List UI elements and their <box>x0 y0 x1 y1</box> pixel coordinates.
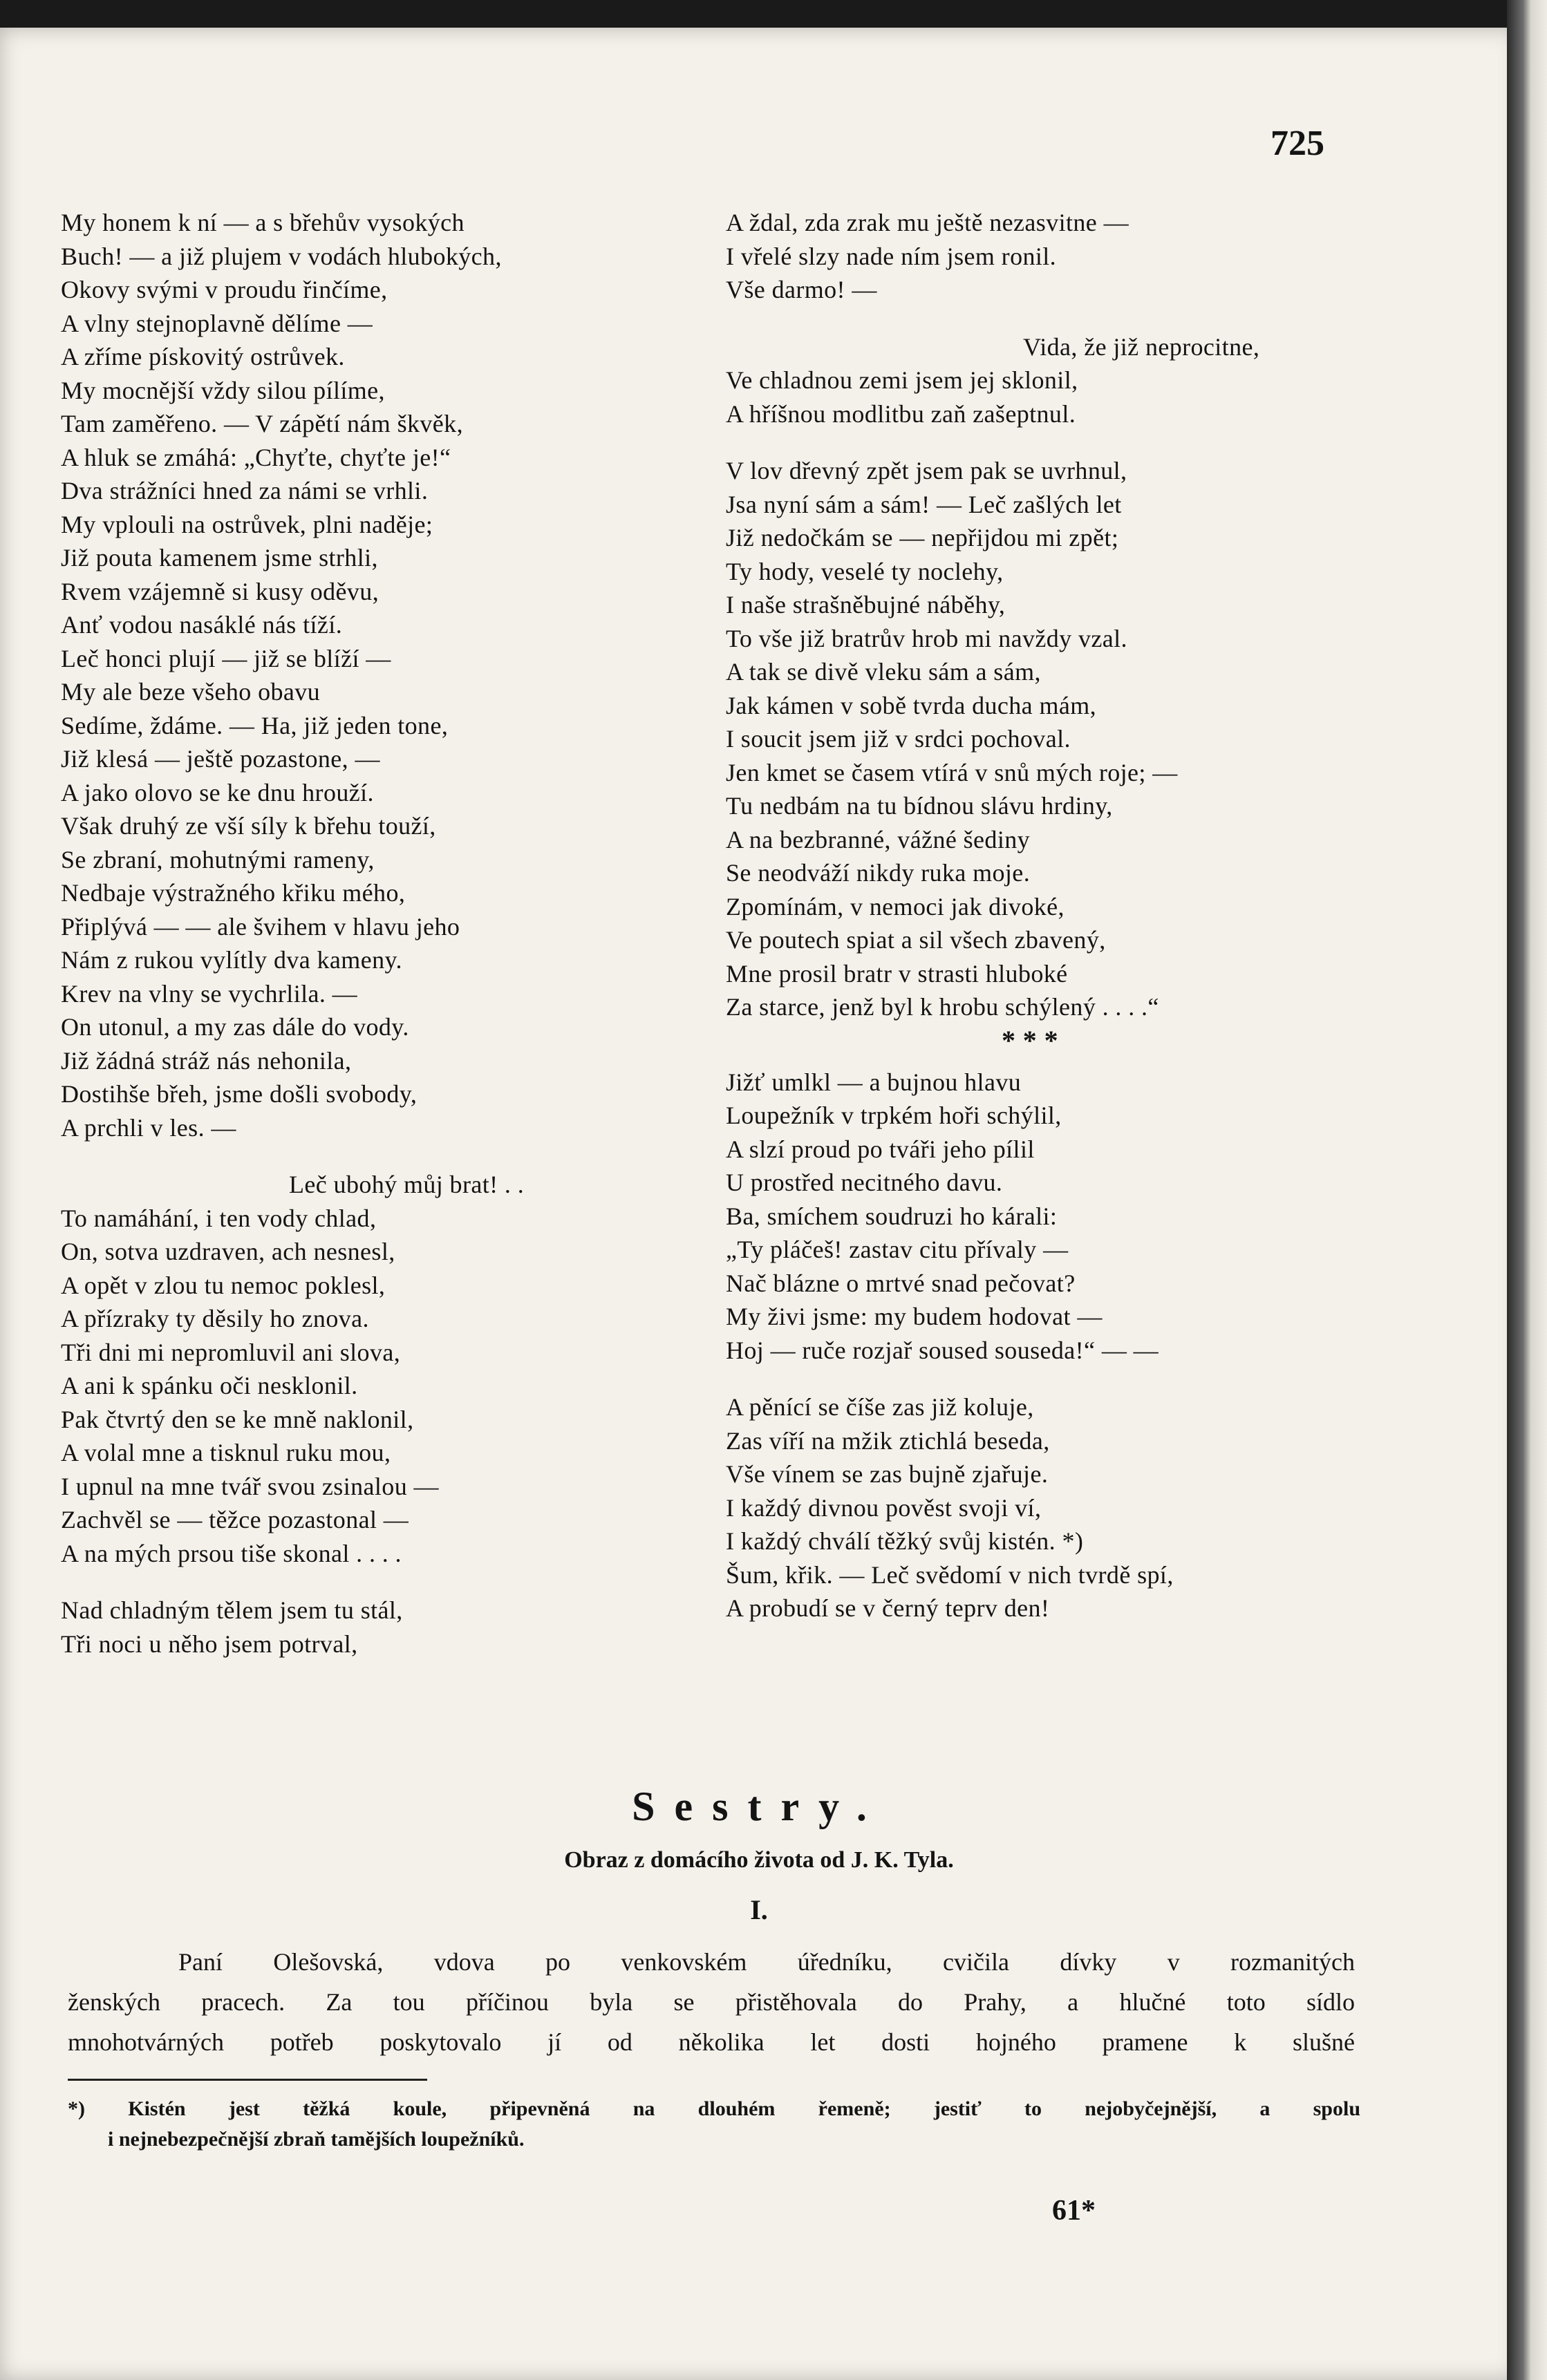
verse-line: Za starce, jenž byl k hrobu schýlený . . . .“ <box>726 993 1159 1021</box>
verse-line: V lov dřevný zpět jsem pak se uvrhnul, <box>726 457 1127 484</box>
verse-line: Zas víří na mžik ztichlá beseda, <box>726 1426 1050 1455</box>
story-line: mnohotvárných potřeb poskytovalo jí od několika let dosti hojného pramene k slušné <box>68 2028 1355 2056</box>
signature-mark: 61* <box>1052 2195 1096 2227</box>
verse-line: Nad chladným tělem jsem tu stál, <box>61 1596 403 1624</box>
verse-line: A opět v zlou tu nemoc poklesl, <box>61 1271 386 1299</box>
verse-line: Ve poutech spiat a sil všech zbavený, <box>726 926 1106 954</box>
verse-line: A tak se divě vleku sám a sám, <box>726 658 1041 686</box>
verse-line: A probudí se v černý teprv den! <box>726 1594 1050 1622</box>
verse-line: Loupežník v trpkém hoři schýlil, <box>726 1102 1062 1129</box>
verse-line: Se zbraní, mohutnými rameny, <box>61 845 375 873</box>
story-line: Paní Olešovská, vdova po venkovském úředníku, cvičila dívky v rozmanitých <box>178 1948 1355 1976</box>
verse-line: Krev na vlny se vychrlila. — <box>61 979 358 1008</box>
verse-line: Tři dni mi nepromluvil ani slova, <box>61 1338 401 1366</box>
verse-line: Vida, že již neprocitne, <box>1023 332 1260 361</box>
verse-line: A zříme pískovitý ostrůvek. <box>61 343 345 370</box>
verse-line: Připlývá — — ale švihem v hlavu jeho <box>61 912 460 941</box>
verse-line: I každý divnou pověst svoji ví, <box>726 1493 1042 1522</box>
verse-line: Leč ubohý můj brat! . . <box>289 1171 525 1198</box>
story-line: ženských pracech. Za tou příčinou byla se přistěhovala do Prahy, a hlučné toto sídlo <box>68 1988 1355 2016</box>
verse-line: Mne prosil bratr v strasti hluboké <box>726 959 1068 988</box>
verse-line: „Ty pláčeš! zastav citu přívaly — <box>726 1236 1069 1263</box>
verse-line: Dva strážníci hned za námi se vrhli. <box>61 477 429 504</box>
verse-line: Se neodváží nikdy ruka moje. <box>726 859 1031 887</box>
verse-line: Tu nedbám na tu bídnou slávu hrdiny, <box>726 792 1113 820</box>
verse-line: Vše vínem se zas bujně zjařuje. <box>726 1460 1049 1488</box>
footnote-divider <box>68 2079 427 2081</box>
stanza-gap <box>726 1367 1334 1390</box>
verse-line: A na mých prsou tiše skonal . . . . <box>61 1539 402 1567</box>
verse-line: A prchli v les. — <box>61 1113 236 1142</box>
verse-line: Nám z rukou vylítly dva kameny. <box>61 946 402 974</box>
verse-line: Jak kámen v sobě tvrda ducha mám, <box>726 691 1097 719</box>
footnote <box>68 2094 1360 2155</box>
stanza-gap <box>726 307 1334 330</box>
verse-line: I vřelé slzy nade ním jsem ronil. <box>726 242 1057 270</box>
verse-line: Nač blázne o mrtvé snad pečovat? <box>726 1269 1076 1297</box>
story-subtitle: Obraz z domácího života od J. K. Tyla. <box>564 1847 954 1873</box>
verse-line: Zpomínám, v nemoci jak divoké, <box>726 892 1065 920</box>
poem-right-column <box>726 206 1334 1625</box>
verse-line: I každý chválí těžký svůj kistén. *) <box>726 1527 1084 1555</box>
scanned-page <box>0 28 1518 2380</box>
verse-line: I soucit jsem již v srdci pochoval. <box>726 725 1071 753</box>
verse-line: On, sotva uzdraven, ach nesnesl, <box>61 1238 395 1265</box>
footnote-line: *) Kistén jest těžká koule, připevněná na dlouhém řemeně; jestiť to nejobyčejnější, a spolu <box>68 2097 1360 2120</box>
chapter-number: I. <box>750 1894 768 1925</box>
stanza-gap <box>726 431 1334 454</box>
verse-line: A ždal, zda zrak mu ještě nezasvitne — <box>726 209 1129 236</box>
verse-line: Ba, smíchem soudruzi ho kárali: <box>726 1202 1058 1230</box>
verse-line: Ty hody, veselé ty noclehy, <box>726 557 1004 585</box>
page-number: 725 <box>1271 124 1324 163</box>
verse-line: To vše již bratrův hrob mi navždy vzal. <box>726 624 1127 652</box>
stanza-gap <box>61 1144 669 1168</box>
page-edge <box>1507 0 1547 2380</box>
verse-line: Nedbaje výstražného křiku mého, <box>61 879 406 907</box>
verse-line: My vplouli na ostrůvek, plni naděje; <box>61 510 433 538</box>
verse-line: Jen kmet se časem vtírá v snů mých roje; — <box>726 758 1178 786</box>
verse-line: On utonul, a my zas dále do vody. <box>61 1013 409 1041</box>
verse-line: Však druhý ze vší síly k břehu touží, <box>61 812 436 840</box>
verse-line: A hluk se zmáhá: „Chyťte, chyťte je!“ <box>61 443 451 471</box>
verse-line: A na bezbranné, vážné šediny <box>726 825 1031 853</box>
stanza-gap <box>61 1570 669 1594</box>
section-stars: * * * <box>1002 1024 1058 1056</box>
verse-line: A jako olovo se ke dnu hrouží. <box>61 778 374 806</box>
verse-line: A hříšnou modlitbu zaň zašeptnul. <box>726 399 1076 428</box>
verse-line: Pak čtvrtý den se ke mně naklonil, <box>61 1405 414 1433</box>
footnote-line: i nejnebezpečnější zbraň tamějších loupežníků. <box>108 2128 525 2151</box>
verse-line: Anť vodou nasáklé nás tíží. <box>61 611 343 639</box>
story-text <box>68 1942 1355 2062</box>
verse-line: To namáhání, i ten vody chlad, <box>61 1204 377 1232</box>
story-title: Sestry. <box>632 1784 886 1829</box>
verse-line: Leč honci plují — již se blíží — <box>61 644 391 672</box>
verse-line: My ale beze všeho obavu <box>61 678 321 706</box>
verse-line: I naše strašněbujné náběhy, <box>726 591 1006 618</box>
verse-line: Okovy svými v proudu řinčíme, <box>61 276 388 303</box>
verse-line: Již pouta kamenem jsme strhli, <box>61 544 378 572</box>
verse-line: Šum, křik. — Leč svědomí v nich tvrdě spí, <box>726 1560 1174 1589</box>
verse-line: I upnul na mne tvář svou zsinalou — <box>61 1472 439 1500</box>
verse-line: Ve chladnou zemi jsem jej sklonil, <box>726 366 1078 394</box>
verse-line: My živi jsme: my budem hodovat — <box>726 1303 1103 1330</box>
verse-line: A pěnící se číše zas již koluje, <box>726 1393 1034 1421</box>
verse-line: Již nedočkám se — nepřijdou mi zpět; <box>726 524 1119 551</box>
verse-line: My honem k ní — a s břehův vysokých <box>61 209 465 236</box>
poem-left-column <box>61 206 669 1661</box>
verse-line: Již klesá — ještě pozastone, — <box>61 745 380 773</box>
verse-line: A volal mne a tisknul ruku mou, <box>61 1439 391 1466</box>
verse-line: Rvem vzájemně si kusy oděvu, <box>61 577 379 605</box>
verse-line: Jsa nyní sám a sám! — Leč zašlých let <box>726 490 1122 518</box>
verse-line: Tři noci u něho jsem potrval, <box>61 1630 358 1658</box>
verse-line: Buch! — a již plujem v vodách hlubokých, <box>61 242 502 270</box>
verse-line: Dostihše břeh, jsme došli svobody, <box>61 1080 418 1108</box>
verse-line: A slzí proud po tváři jeho pílil <box>726 1135 1035 1163</box>
verse-line: Hoj — ruče rozjař soused souseda!“ — — <box>726 1336 1159 1364</box>
verse-line: Vše darmo! — <box>726 276 877 303</box>
verse-line: A ani k spánku oči nesklonil. <box>61 1372 358 1399</box>
verse-line: Tam zaměřeno. — V zápětí nám škvěk, <box>61 410 463 437</box>
verse-line: My mocnější vždy silou pílíme, <box>61 376 385 404</box>
verse-line: Jižť umlkl — a bujnou hlavu <box>726 1068 1022 1096</box>
verse-line: U prostřed necitného davu. <box>726 1169 1003 1196</box>
verse-line: A přízraky ty děsily ho znova. <box>61 1305 369 1332</box>
verse-line: Již žádná stráž nás nehonila, <box>61 1046 352 1075</box>
verse-line: A vlny stejnoplavně dělíme — <box>61 309 373 337</box>
verse-line: Zachvěl se — těžce pozastonal — <box>61 1506 409 1533</box>
verse-line: Sedíme, ždáme. — Ha, již jeden tone, <box>61 711 449 739</box>
